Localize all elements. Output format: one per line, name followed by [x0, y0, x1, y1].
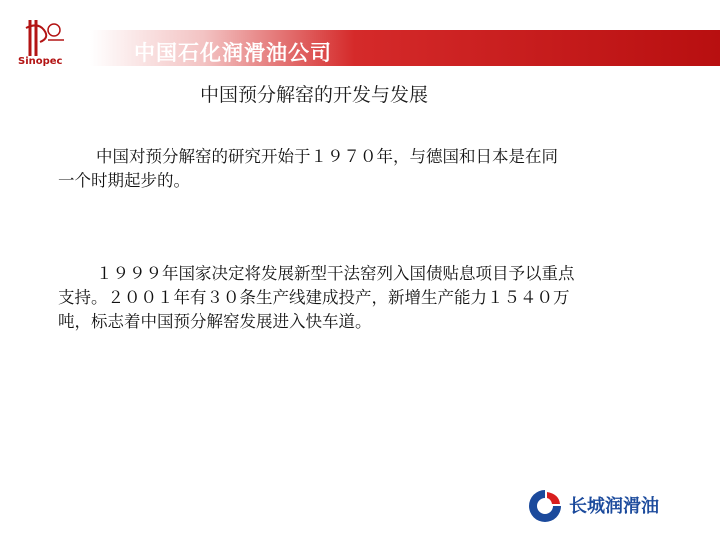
paragraph-2-line-2: 支持。２００１年有３０条生产线建成投产，新增生产能力１５４０万 — [58, 288, 570, 307]
sinopec-logo — [18, 16, 72, 74]
sinopec-logo-text: Sinopec — [18, 56, 63, 67]
paragraph-1-line-2: 一个时期起步的。 — [58, 171, 190, 190]
header — [0, 10, 720, 72]
paragraph-1 — [58, 145, 680, 193]
paragraph-2-line-1: １９９９年国家决定将发展新型干法窑列入国债贴息项目予以重点 — [96, 264, 575, 283]
great-wall-logo-icon — [525, 486, 565, 526]
company-name: 中国石化润滑油公司 — [134, 41, 332, 65]
paragraph-2-line-3: 吨，标志着中国预分解窑发展进入快车道。 — [58, 312, 372, 331]
paragraph-2 — [58, 262, 680, 334]
brand-name: 长城润滑油 — [569, 496, 659, 517]
slide-title: 中国预分解窑的开发与发展 — [200, 84, 429, 106]
great-wall-brand — [525, 486, 705, 526]
paragraph-1-line-1: 中国对预分解窑的研究开始于１９７０年，与德国和日本是在同 — [96, 147, 558, 166]
